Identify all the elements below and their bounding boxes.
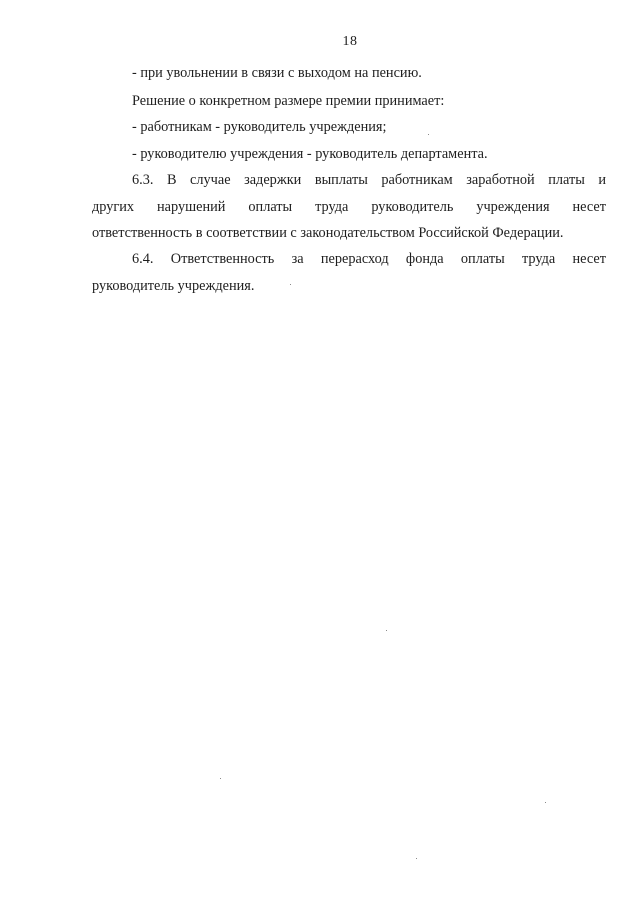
scan-speck [428,134,429,135]
scan-speck [290,284,291,285]
scan-speck [545,802,546,803]
paragraph-6-4-line-2: руководитель учреждения. [92,278,255,294]
list-item-retirement: - при увольнении в связи с выходом на пенсию. [132,65,422,81]
paragraph-6-3-line-1: 6.3. В случае задержки выплаты работникам заработной платы и [132,172,606,188]
list-item-employees: - работникам - руководитель учреждения; [132,119,387,135]
scan-speck [220,778,221,779]
paragraph-6-4-line-1: 6.4. Ответственность за перерасход фонда оплаты труда несет [132,251,606,267]
paragraph-6-3-line-3: ответственность в соответствии с законодательством Российской Федерации. [92,225,564,241]
decision-intro: Решение о конкретном размере премии принимает: [132,93,445,109]
scan-speck [416,858,417,859]
list-item-head: - руководителю учреждения - руководитель департамента. [132,146,488,162]
scan-speck [386,630,387,631]
page-number: 18 [342,34,358,49]
paragraph-6-3-line-2: других нарушений оплаты труда руководитель учреждения несет [92,199,606,215]
